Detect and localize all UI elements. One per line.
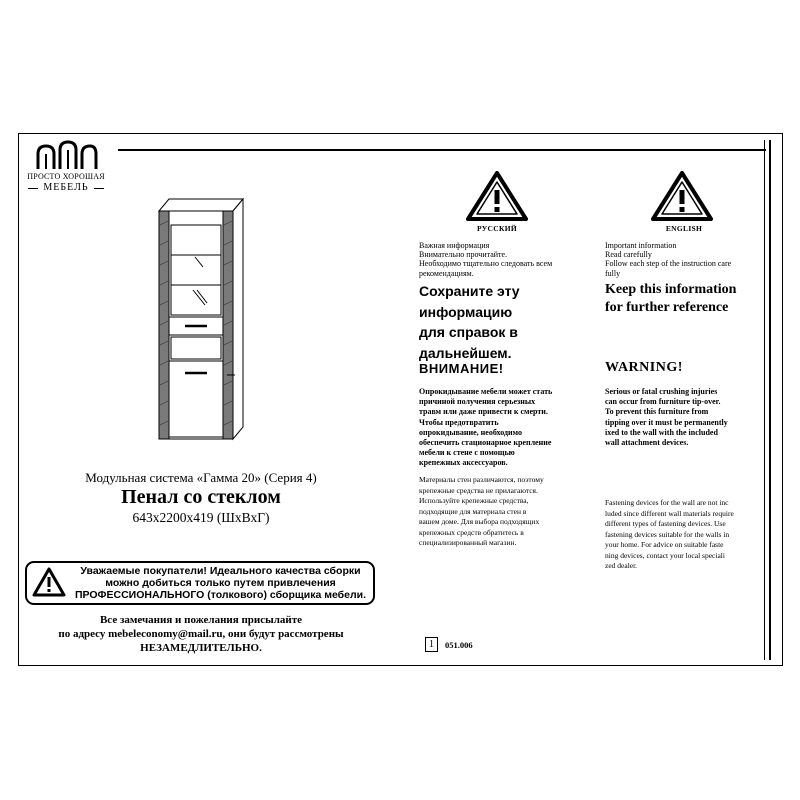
contact-line-1: Все замечания и пожелания присылайте [99, 614, 303, 626]
ru-fastener-line: крепежных средств обратитесь в [419, 527, 524, 537]
warning-triangle-icon [32, 567, 66, 597]
en-fastener-line: ning devices, contact your local speciali [605, 550, 725, 560]
ru-warning-line: обеспечить стационарное крепление [419, 438, 552, 448]
brand-dash-right [94, 188, 104, 189]
brand-dash-left [28, 188, 38, 189]
ru-fastener-line: вашем доме. Для выбора подходящих [419, 517, 540, 526]
ru-warning-line: крепежных аксессуаров. [419, 458, 508, 468]
ru-fastener-line: подходящие для материала стен в [419, 506, 527, 516]
assembly-notice-text [68, 565, 373, 601]
en-intro-line: Follow each step of the instruction care [605, 259, 732, 269]
series-title: Модульная система «Гамма 20» (Серия 4) [85, 470, 317, 485]
right-rule-thick [769, 140, 771, 660]
notice-line-2: можно добиться только путем привлечения [105, 577, 336, 589]
russian-keep-info [419, 281, 589, 363]
en-warning-line: tipping over it must be permanently [605, 417, 728, 427]
contact-line-2: по адресу mebeleconomy@mail.ru, они будут рассмотрены [58, 628, 344, 640]
ru-keep-line: Сохраните эту [419, 283, 520, 299]
en-keep-line: for further reference [605, 300, 729, 315]
page-number: 1 [425, 637, 438, 652]
en-fastener-line: different types of fastening devices. Use [605, 519, 726, 528]
contact-info [20, 613, 382, 655]
ru-warning-line: Опрокидывание мебели может стать [419, 387, 553, 396]
warning-triangle-icon [465, 170, 529, 222]
ru-warning-line: Чтобы предотвратить [419, 417, 499, 427]
ru-keep-line: дальнейшем. [419, 344, 512, 361]
ru-intro-line: Важная информация [419, 241, 490, 250]
en-fastener-line: luded since different wall materials require [605, 508, 734, 518]
en-intro-line: Important information [605, 241, 677, 250]
document-code: 051.006 [445, 640, 473, 650]
brand-logo-icon [34, 140, 98, 172]
en-fastener-line: fastening devices suitable for the walls in [605, 529, 730, 539]
ru-warning-line: мебели к стене с помощью [419, 448, 515, 458]
en-warning-line: wall attachment devices. [605, 438, 689, 448]
en-warning-line: can occur from furniture tip-over. [605, 397, 721, 407]
en-warning-line: ixed to the wall with the included [605, 427, 718, 437]
ru-warning-line: травм или даже привести к смерти. [419, 407, 548, 417]
russian-label: РУССКИЙ [477, 224, 517, 233]
cabinet-drawing [155, 195, 245, 450]
ru-intro-line: рекомендациям. [419, 268, 474, 278]
en-intro-line: fully [605, 268, 621, 278]
ru-fastener-line: специализированный магазин. [419, 538, 517, 547]
notice-line-3: ПРОФЕССИОНАЛЬНОГО (толкового) сборщика мебели. [74, 589, 367, 601]
en-intro-line: Read carefully [605, 250, 652, 260]
contact-line-3: НЕЗАМЕДЛИТЕЛЬНО. [140, 642, 262, 654]
brand-line-2: МЕБЕЛЬ [43, 182, 89, 193]
ru-keep-line: информацию [419, 303, 513, 320]
russian-warning-title: ВНИМАНИЕ! [419, 361, 504, 376]
top-rule [118, 149, 766, 151]
en-keep-line: Keep this information [605, 282, 737, 297]
english-intro [605, 241, 755, 278]
ru-intro-line: Внимательно прочитайте. [419, 250, 508, 260]
warning-triangle-icon [650, 170, 714, 222]
product-name: Пенал со стеклом [121, 486, 281, 508]
ru-fastener-line: крепежные средства не прилагаются. [419, 485, 538, 495]
ru-keep-line: для справок в [419, 324, 518, 340]
russian-intro [419, 241, 584, 278]
russian-fasteners-text [419, 475, 594, 549]
ru-warning-line: причиной получения серьезных [419, 397, 536, 407]
english-keep-info [605, 281, 765, 317]
english-fasteners-text [605, 498, 763, 572]
russian-warning-text [419, 387, 594, 469]
en-warning-line: To prevent this furniture from [605, 407, 709, 417]
ru-warning-line: опрокидывание, необходимо [419, 427, 522, 437]
ru-fastener-line: Используйте крепежные средства, [419, 496, 529, 505]
en-fastener-line: Fastening devices for the wall are not inc [605, 498, 729, 507]
en-warning-line: Serious or fatal crushing injuries [605, 387, 718, 396]
brand-line-1: ПРОСТО ХОРОШАЯ [27, 172, 105, 181]
right-rule-thin [764, 140, 765, 660]
en-fastener-line: your home. For advice on suitable faste [605, 540, 724, 549]
english-warning-title: WARNING! [605, 360, 683, 375]
ru-fastener-line: Материалы стен различаются, поэтому [419, 475, 544, 484]
english-label: ENGLISH [665, 224, 703, 233]
english-warning-text [605, 387, 763, 448]
product-dimensions: 643х2200х419 (ШхВхГ) [132, 510, 270, 525]
notice-line-1: Уважаемые покупатели! Идеального качества сборки [80, 565, 361, 577]
ru-intro-line: Необходимо тщательно следовать всем [419, 259, 553, 269]
en-fastener-line: zed dealer. [605, 561, 638, 570]
